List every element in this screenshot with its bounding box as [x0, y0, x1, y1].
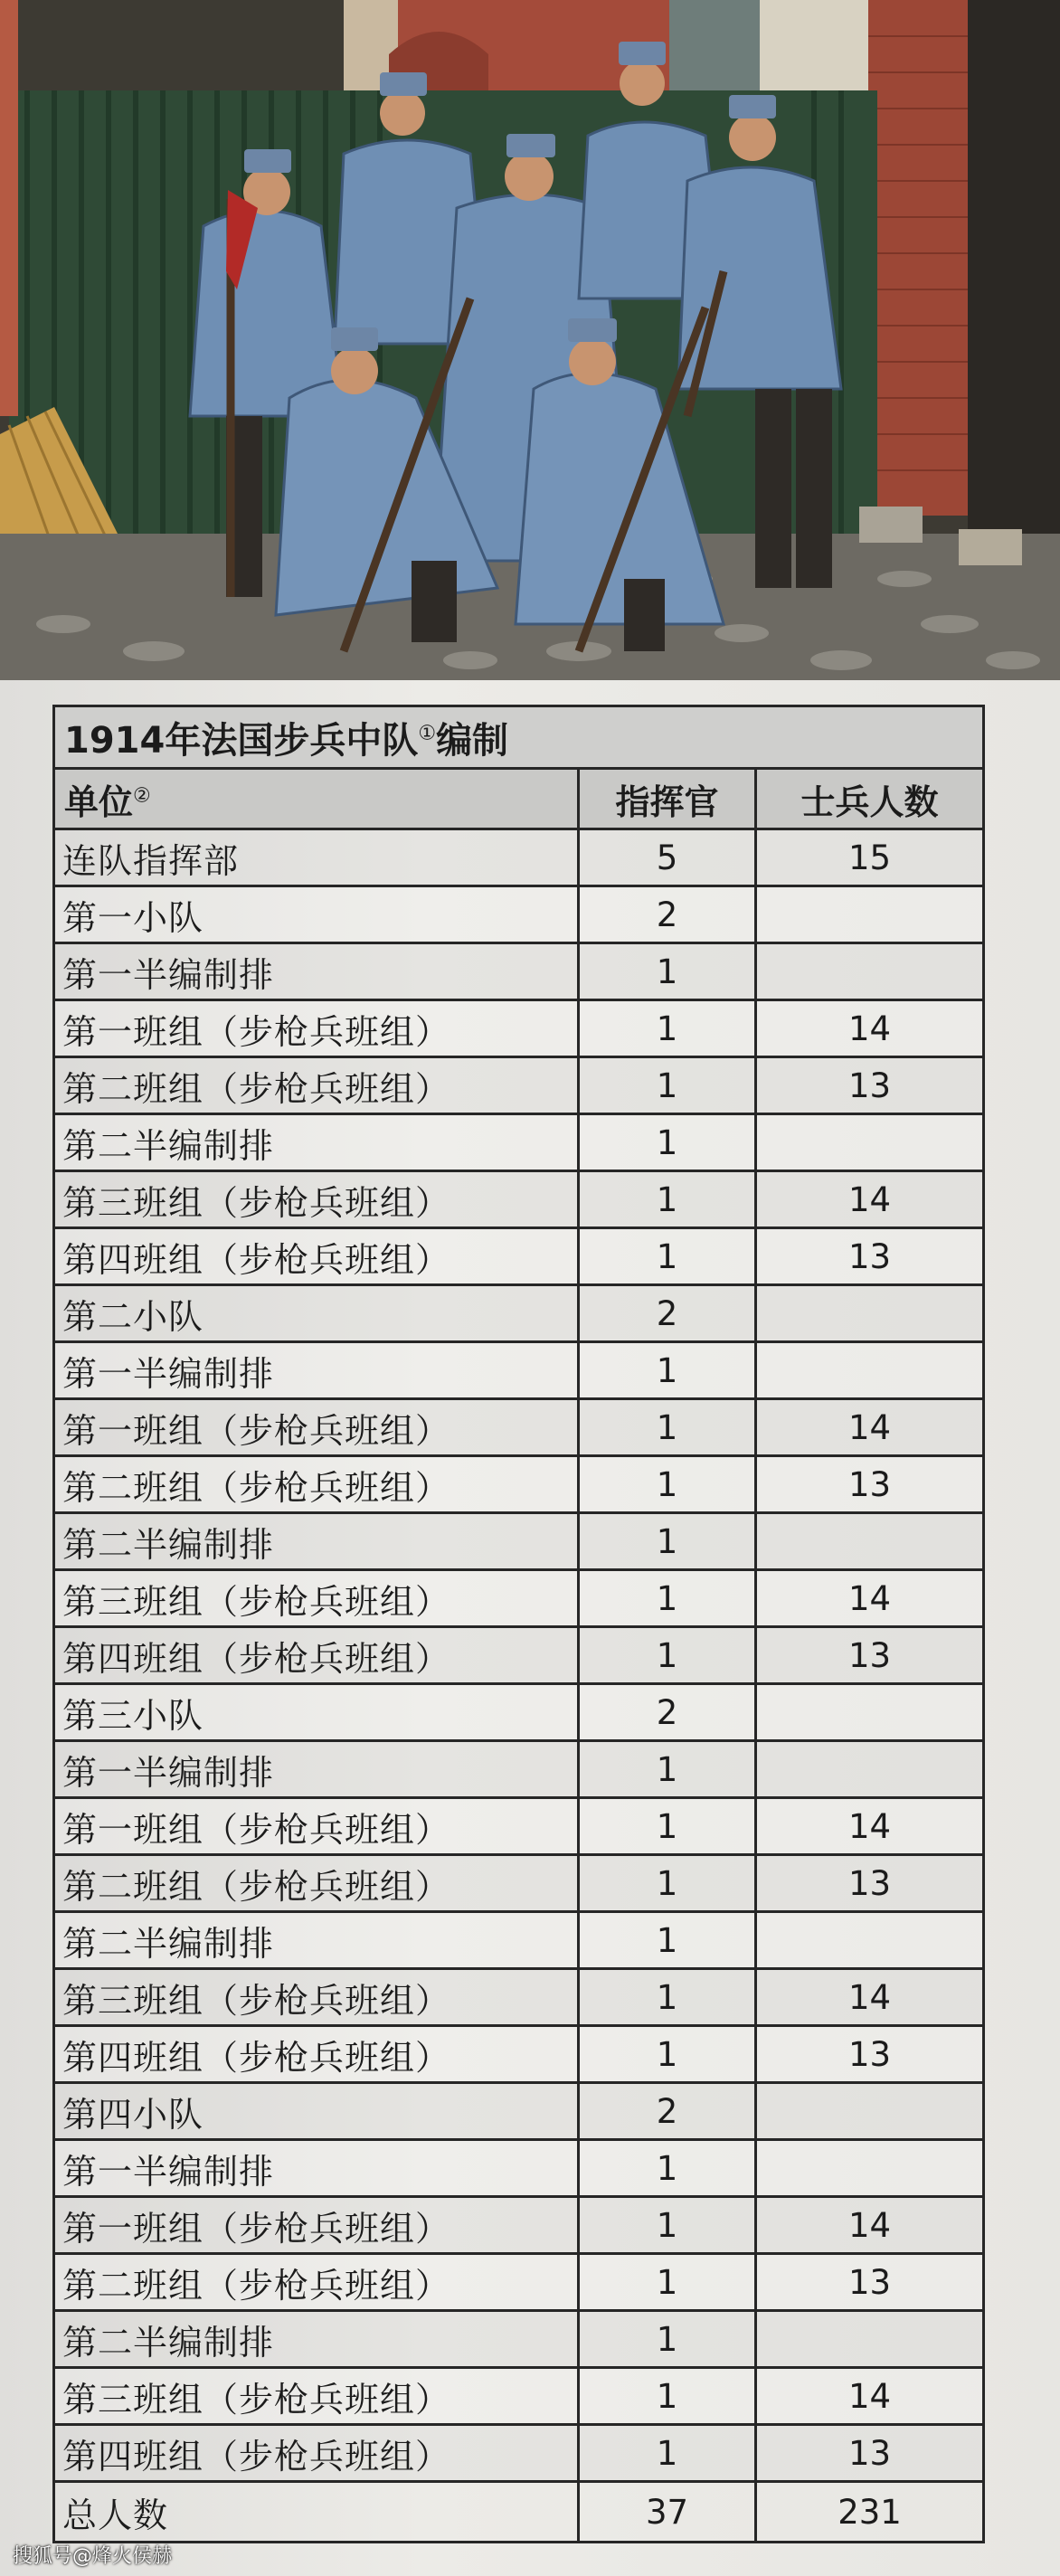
table-title-note: ①: [418, 722, 437, 745]
soldiers-cell: 13: [756, 2026, 984, 2083]
unit-cell: 第二班组（步枪兵班组）: [54, 1855, 579, 1912]
soldiers-cell: [756, 943, 984, 1000]
officers-cell: 1: [579, 1114, 756, 1171]
soldiers-photo: [0, 0, 1060, 680]
soldiers-cell: 13: [756, 1057, 984, 1114]
soldiers-cell: 14: [756, 2368, 984, 2425]
soldiers-cell: 14: [756, 1798, 984, 1855]
officers-cell: 1: [579, 1399, 756, 1456]
officers-cell: 1: [579, 1798, 756, 1855]
soldiers-cell: [756, 2311, 984, 2368]
table-row: [54, 829, 984, 886]
officers-cell: 2: [579, 1285, 756, 1342]
table-row: [54, 2197, 984, 2254]
unit-cell: 第二半编制排: [54, 1912, 579, 1969]
unit-cell: 第一班组（步枪兵班组）: [54, 1000, 579, 1057]
officers-cell: 2: [579, 886, 756, 943]
organization-table-wrap: [52, 705, 982, 2557]
soldiers-cell: [756, 1285, 984, 1342]
table-row: [54, 1000, 984, 1057]
soldiers-cell: 14: [756, 2197, 984, 2254]
table-row: [54, 1798, 984, 1855]
table-row: [54, 1969, 984, 2026]
officers-cell: 1: [579, 1627, 756, 1684]
soldiers-cell: [756, 2083, 984, 2140]
officers-cell: 1: [579, 1912, 756, 1969]
unit-cell: 第四班组（步枪兵班组）: [54, 1627, 579, 1684]
soldiers-cell: 14: [756, 1171, 984, 1228]
officers-cell: 2: [579, 1684, 756, 1741]
soldiers-cell: 14: [756, 1969, 984, 2026]
soldiers-cell: 13: [756, 2425, 984, 2482]
unit-cell: 第三班组（步枪兵班组）: [54, 2368, 579, 2425]
table-row: [54, 1627, 984, 1684]
header-unit-text: 单位: [64, 781, 134, 822]
total-soldiers: 231: [756, 2482, 984, 2543]
officers-cell: 2: [579, 2083, 756, 2140]
soldiers-cell: 14: [756, 1000, 984, 1057]
total-row: [54, 2482, 984, 2543]
unit-cell: 第四班组（步枪兵班组）: [54, 2026, 579, 2083]
soldiers-cell: 13: [756, 1627, 984, 1684]
officers-cell: 1: [579, 1456, 756, 1513]
table-row: [54, 1513, 984, 1570]
table-row: [54, 1057, 984, 1114]
unit-cell: 连队指挥部: [54, 829, 579, 886]
soldiers-cell: [756, 1741, 984, 1798]
table-row: [54, 943, 984, 1000]
soldiers-photo-drawing: [0, 0, 1060, 680]
table-row: [54, 2425, 984, 2482]
table-row: [54, 1399, 984, 1456]
table-row: [54, 2026, 984, 2083]
table-row: [54, 1114, 984, 1171]
soldiers-cell: 13: [756, 2254, 984, 2311]
officers-cell: 1: [579, 1057, 756, 1114]
unit-cell: 第二半编制排: [54, 2311, 579, 2368]
table-row: [54, 2368, 984, 2425]
officers-cell: 1: [579, 2254, 756, 2311]
header-unit: [54, 769, 579, 829]
soldiers-cell: 15: [756, 829, 984, 886]
table-row: [54, 1171, 984, 1228]
soldiers-cell: 14: [756, 1570, 984, 1627]
table-row: [54, 2311, 984, 2368]
watermark: 搜狐号@烽火侯赫: [13, 2545, 173, 2568]
table-header-row: [54, 769, 984, 829]
officers-cell: 1: [579, 2311, 756, 2368]
header-unit-note: ②: [133, 783, 151, 807]
soldiers-cell: 13: [756, 1228, 984, 1285]
table-row: [54, 2083, 984, 2140]
unit-cell: 第三班组（步枪兵班组）: [54, 1570, 579, 1627]
header-soldiers: 士兵人数: [756, 769, 984, 829]
soldiers-cell: 13: [756, 1456, 984, 1513]
soldiers-cell: 14: [756, 1399, 984, 1456]
table-row: [54, 1285, 984, 1342]
table-title-row: [54, 706, 984, 769]
officers-cell: 1: [579, 1513, 756, 1570]
table-row: [54, 1912, 984, 1969]
table-title: [54, 706, 984, 769]
soldiers-cell: [756, 1912, 984, 1969]
table-row: [54, 2140, 984, 2197]
unit-cell: 第二班组（步枪兵班组）: [54, 2254, 579, 2311]
unit-cell: 第四小队: [54, 2083, 579, 2140]
soldiers-cell: [756, 1684, 984, 1741]
soldiers-cell: [756, 1342, 984, 1399]
table-body: [54, 829, 984, 2543]
soldiers-cell: [756, 1513, 984, 1570]
unit-cell: 第三班组（步枪兵班组）: [54, 1969, 579, 2026]
officers-cell: 1: [579, 1741, 756, 1798]
unit-cell: 第二半编制排: [54, 1114, 579, 1171]
unit-cell: 第一班组（步枪兵班组）: [54, 1399, 579, 1456]
officers-cell: 5: [579, 829, 756, 886]
unit-cell: 第一班组（步枪兵班组）: [54, 1798, 579, 1855]
unit-cell: 第二班组（步枪兵班组）: [54, 1057, 579, 1114]
soldiers-cell: [756, 886, 984, 943]
officers-cell: 1: [579, 2368, 756, 2425]
unit-cell: 第一班组（步枪兵班组）: [54, 2197, 579, 2254]
unit-cell: 第二小队: [54, 1285, 579, 1342]
unit-cell: 第三班组（步枪兵班组）: [54, 1171, 579, 1228]
unit-cell: 第二班组（步枪兵班组）: [54, 1456, 579, 1513]
officers-cell: 1: [579, 1855, 756, 1912]
unit-cell: 第四班组（步枪兵班组）: [54, 2425, 579, 2482]
table-row: [54, 1342, 984, 1399]
officers-cell: 1: [579, 1228, 756, 1285]
table-row: [54, 1228, 984, 1285]
unit-cell: 第二半编制排: [54, 1513, 579, 1570]
table-row: [54, 2254, 984, 2311]
table-title-text: 1914年法国步兵中队: [64, 719, 419, 762]
officers-cell: 1: [579, 2197, 756, 2254]
officers-cell: 1: [579, 2140, 756, 2197]
unit-cell: 第一小队: [54, 886, 579, 943]
officers-cell: 1: [579, 1171, 756, 1228]
unit-cell: 第一半编制排: [54, 1741, 579, 1798]
officers-cell: 1: [579, 1000, 756, 1057]
table-title-suffix: 编制: [436, 719, 509, 762]
unit-cell: 第一半编制排: [54, 943, 579, 1000]
unit-cell: 第一半编制排: [54, 1342, 579, 1399]
officers-cell: 1: [579, 943, 756, 1000]
table-row: [54, 886, 984, 943]
table-row: [54, 1684, 984, 1741]
total-officers: 37: [579, 2482, 756, 2543]
officers-cell: 1: [579, 1570, 756, 1627]
table-row: [54, 1456, 984, 1513]
table-row: [54, 1570, 984, 1627]
organization-table: [52, 705, 985, 2543]
table-row: [54, 1741, 984, 1798]
officers-cell: 1: [579, 2026, 756, 2083]
unit-cell: 第三小队: [54, 1684, 579, 1741]
unit-cell: 第一半编制排: [54, 2140, 579, 2197]
officers-cell: 1: [579, 1969, 756, 2026]
soldiers-cell: [756, 2140, 984, 2197]
printed-page: [0, 680, 1060, 2576]
header-officers: 指挥官: [579, 769, 756, 829]
officers-cell: 1: [579, 1342, 756, 1399]
soldiers-cell: 13: [756, 1855, 984, 1912]
total-label: 总人数: [54, 2482, 579, 2543]
table-row: [54, 1855, 984, 1912]
soldiers-cell: [756, 1114, 984, 1171]
unit-cell: 第四班组（步枪兵班组）: [54, 1228, 579, 1285]
officers-cell: 1: [579, 2425, 756, 2482]
